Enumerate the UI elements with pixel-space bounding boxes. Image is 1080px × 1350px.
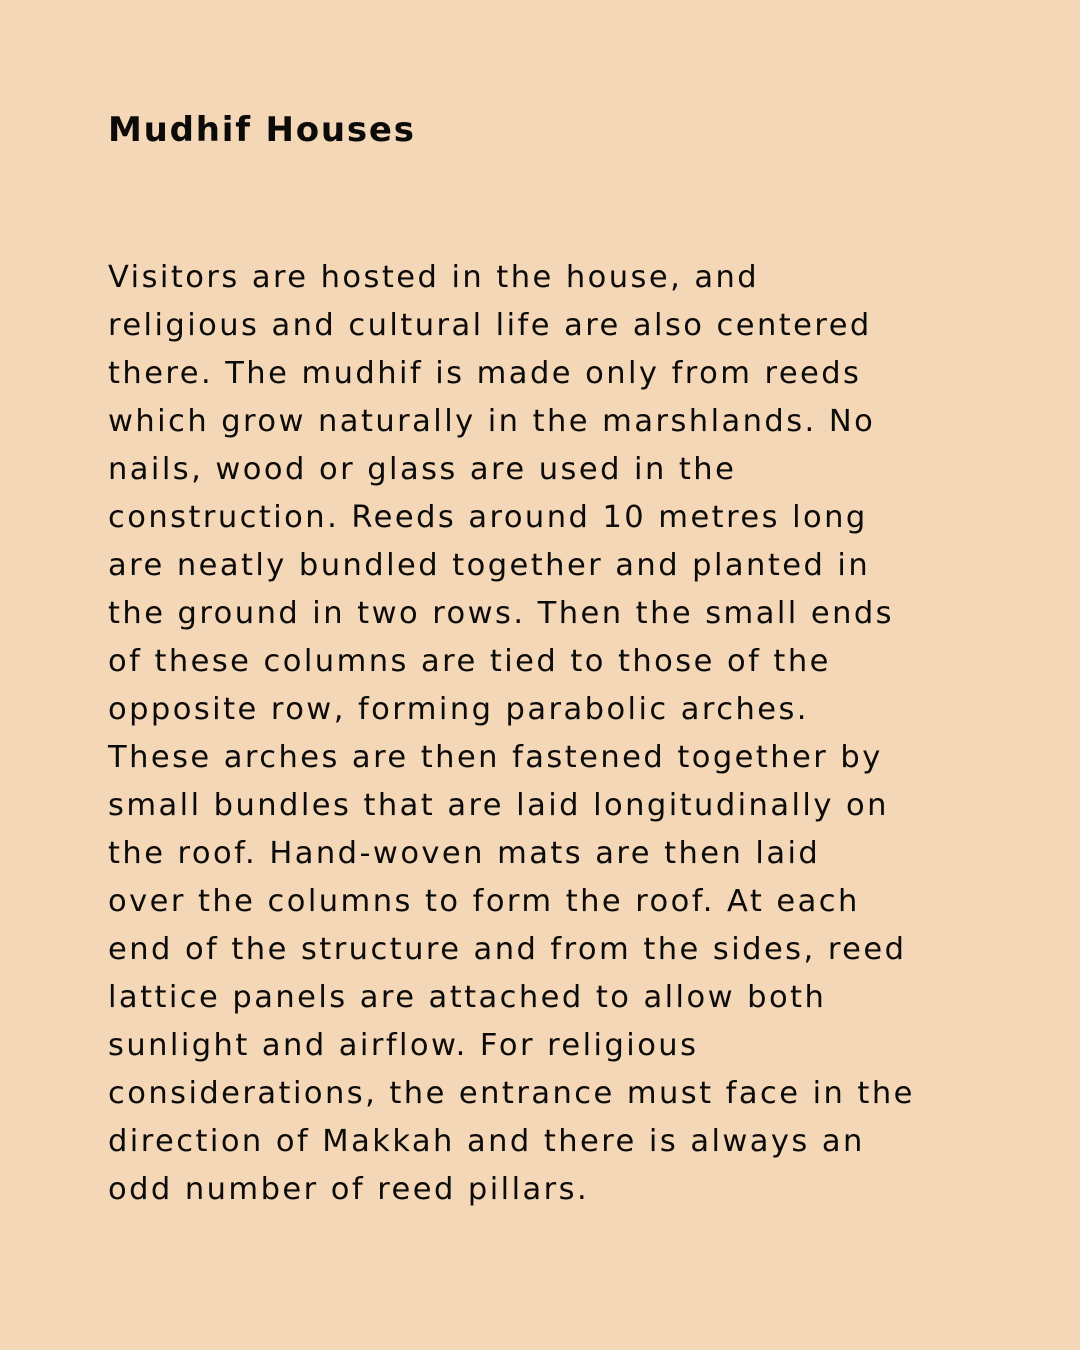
body-line: Visitors are hosted in the house, and: [108, 260, 760, 295]
body-line: end of the structure and from the sides, reed: [108, 932, 907, 967]
body-line: opposite row, forming parabolic arches.: [108, 692, 809, 727]
body-line: nails, wood or glass are used in the: [108, 452, 737, 487]
body-line: sunlight and airflow. For religious: [108, 1028, 699, 1063]
body-line: religious and cultural life are also centered: [108, 308, 872, 343]
body-line: small bundles that are laid longitudinally on: [108, 788, 889, 823]
body-line: These arches are then fastened together by: [108, 740, 883, 775]
body-line: lattice panels are attached to allow both: [108, 980, 827, 1015]
body-line: are neatly bundled together and planted in: [108, 548, 871, 583]
body-line: considerations, the entrance must face in the: [108, 1076, 915, 1111]
body-line: which grow naturally in the marshlands. No: [108, 404, 876, 439]
article-title: Mudhif Houses: [108, 110, 416, 150]
body-line: there. The mudhif is made only from reeds: [108, 356, 862, 391]
body-line: of these columns are tied to those of the: [108, 644, 831, 679]
body-line: odd number of reed pillars.: [108, 1172, 590, 1207]
body-line: over the columns to form the roof. At each: [108, 884, 860, 919]
body-line: direction of Makkah and there is always an: [108, 1124, 865, 1159]
body-line: construction. Reeds around 10 metres long: [108, 500, 868, 535]
body-line: the ground in two rows. Then the small ends: [108, 596, 895, 631]
article-body: [108, 254, 988, 1214]
body-line: the roof. Hand-woven mats are then laid: [108, 836, 821, 871]
